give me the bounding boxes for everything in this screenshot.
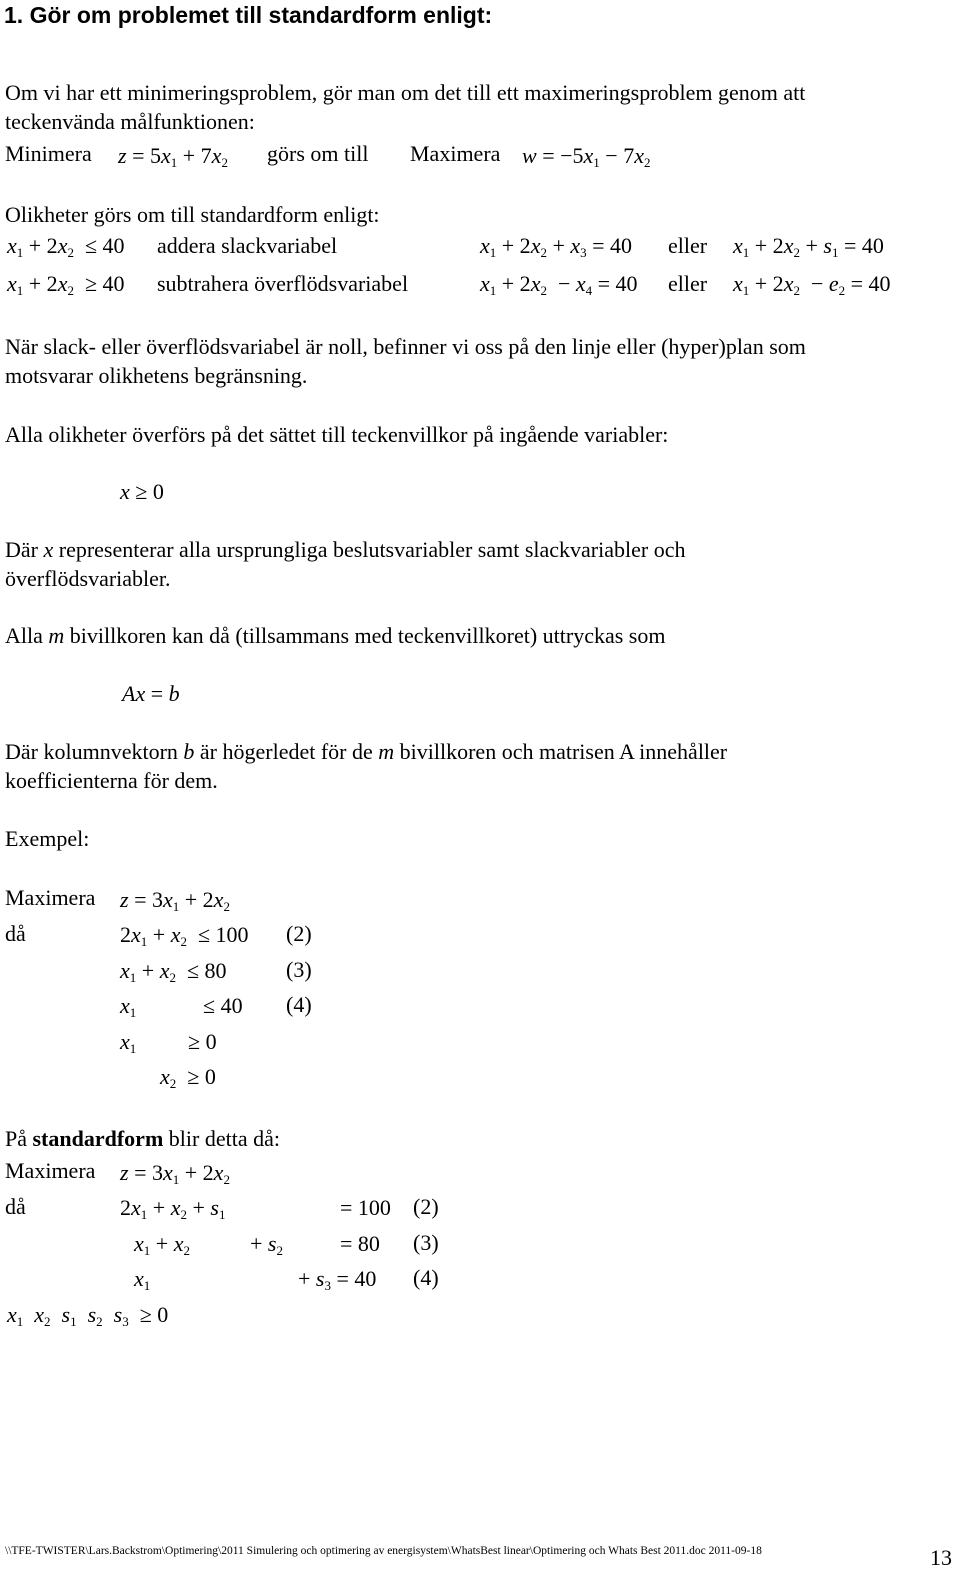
maximera-label: Maximera [410,141,501,166]
intro-line-2: teckenvända målfunktionen: [5,109,255,134]
standard-constraint-slack: + $s_3 = 40$ [298,1266,377,1293]
where-b-line-2: koefficienterna för dem. [5,768,218,793]
constraint-tag: (3) [413,1230,439,1255]
example-constraint: $x_1 + x_2 \le 80$ [120,958,227,985]
minimera-label: Minimera [5,141,92,166]
max-expression: $w = -5x_1 - 7x_2$ [522,143,651,170]
example-constraint: $x_1$ [120,1029,137,1056]
constraint-tag: (3) [286,957,312,982]
ineq-eq2: $x_1 + 2x_2 + s_1 = 40$ [733,233,884,260]
standard-constraint: $x_1 + x_2$ [134,1231,190,1258]
where-x-line-2: överflödsvariabler. [5,566,171,591]
ineq-lhs: $x_1 + 2x_2 \ge 40$ [7,271,125,298]
standard-constraint-rhs: = 100 [340,1195,391,1220]
example-constraint-rhs: ≤ 40 [203,993,243,1018]
ineq-lhs: $x_1 + 2x_2 \le 40$ [7,233,125,260]
m-constraints-line: Alla m bivillkoren kan då (tillsammans med teckenvillkoret) uttryckas som [5,623,666,648]
where-b-line-1: Där kolumnvektorn b är högerledet för de m bivillkoren och matrisen A innehåller [5,739,728,764]
gors-om-label: görs om till [267,141,369,166]
standard-constraint: $x_1$ [134,1266,151,1293]
min-expression: $z = 5x_1 + 7x_2$ [118,143,228,170]
standard-constraint-rhs: = 80 [340,1231,380,1256]
slack-zero-line-2: motsvarar olikhetens begränsning. [5,363,308,388]
ineq-or: eller [668,271,708,296]
standard-constraint-slack: + $s_2$ [250,1231,283,1258]
constraint-tag: (4) [413,1265,439,1290]
footer-path: \\TFE-TWISTER\Lars.Backstrom\Optimering\2011 Simulering och optimering av energisystem\WhatsBest linear\Optimering och Whats Best 2011.doc 2011-09-18 [5,1545,762,1557]
standard-da: då [5,1194,26,1219]
example-da: då [5,921,26,946]
ineq-action: subtrahera överflödsvariabel [157,271,409,296]
ineq-action: addera slackvariabel [157,233,338,258]
standard-constraint: $2x_1 + x_2 + s_1$ [120,1195,226,1222]
standard-intro: På standardform blir detta då: [5,1126,280,1151]
page-heading: 1. Gör om problemet till standardform enligt: [4,2,493,28]
example-constraint: $x_2 \ge 0$ [160,1064,216,1091]
ineq-eq2: $x_1 + 2x_2 - e_2 = 40$ [733,271,891,298]
example-maximera: Maximera [5,885,96,910]
slack-zero-line-1: När slack- eller överflödsvariabel är noll, befinner vi oss på den linje eller (hyper)plan som [5,334,806,359]
example-label: Exempel: [5,826,90,851]
intro-line-1: Om vi har ett minimeringsproblem, gör man om det till ett maximeringsproblem genom att [5,80,806,105]
standard-objective: $z = 3x_1 + 2x_2$ [120,1160,230,1187]
constraint-tag: (2) [286,921,312,946]
constraint-tag: (2) [413,1194,439,1219]
example-constraint: $x_1$ [120,993,137,1020]
ineq-intro: Olikheter görs om till standardform enligt: [5,202,380,227]
matrix-expression: Ax = b [122,681,180,706]
example-constraint-rhs: ≥ 0 [188,1029,217,1054]
ineq-eq1: $x_1 + 2x_2 + x_3 = 40$ [480,233,633,260]
where-x-line-1: Där x representerar alla ursprungliga beslutsvariabler samt slackvariabler och [5,537,686,562]
ineq-eq1: $x_1 + 2x_2 - x_4 = 40$ [480,271,638,298]
standard-maximera: Maximera [5,1158,96,1183]
sign-expression: x ≥ 0 [120,479,164,504]
example-constraint: $2x_1 + x_2 \le 100$ [120,922,249,949]
page-number: 13 [930,1545,952,1570]
example-objective: $z = 3x_1 + 2x_2$ [120,887,230,914]
ineq-or: eller [668,233,708,258]
sign-intro: Alla olikheter överförs på det sättet till teckenvillkor på ingående variabler: [5,422,669,447]
standard-sign-conditions: $x_1$ $x_2$ $s_1$ $s_2$ $s_3 \ge 0$ [7,1302,169,1329]
constraint-tag: (4) [286,992,312,1017]
